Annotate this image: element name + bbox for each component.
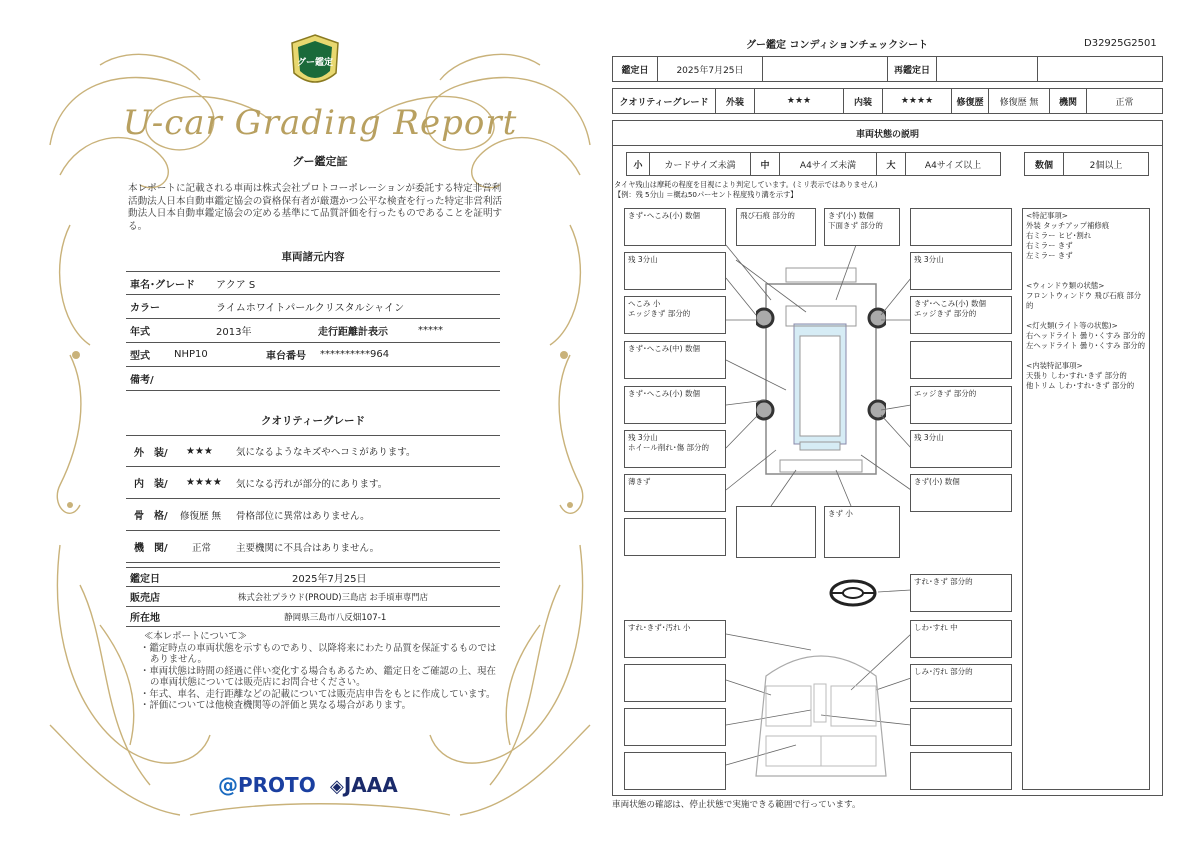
condition-box: きず(小) 数個 下面きず 部分的 (824, 208, 900, 246)
engine-grade: 正常 (192, 542, 212, 554)
condition-box (910, 708, 1012, 746)
exterior-grade: ★★★ (186, 445, 213, 457)
frame-grade: 修復歴 無 (180, 510, 222, 522)
condition-box (624, 708, 726, 746)
exterior-desc: 気になるようなキズやヘコミがあります。 (236, 447, 416, 458)
condition-box (910, 752, 1012, 790)
certificate-intro: 本レポートに記載される車両は株式会社プロトコーポレーションが委託する特定非営利活動法人日本自動車鑑定協会の資格保有者が厳選かつ公平な検査を行った特定非営利活動法人日本自動車鑑定協会の定める基準にて品質評価を行ったものであることを証明する。 (128, 183, 503, 232)
condition-box (910, 208, 1012, 246)
frame-desc: 骨格部位に異常はありません。 (236, 510, 370, 522)
lights-item: 左ヘッドライト 曇り･くすみ 部分的 (1026, 341, 1146, 350)
frame-label: 骨 格/ (134, 511, 168, 522)
condition-box (624, 518, 726, 556)
special-item: 外装 タッチアップ補修痕 (1026, 221, 1110, 230)
repair-label: 修復歴 (951, 88, 989, 114)
window-item: フロントウィンドウ 飛び石痕 部分的 (1026, 291, 1142, 310)
spec-row-year (126, 319, 500, 343)
window-title: <ウィンドウ類の状態> (1026, 281, 1105, 290)
certificate-heading: グー鑑定証 (292, 155, 348, 168)
condition-box (624, 664, 726, 702)
condition-box: すれ･きず 部分的 (910, 574, 1012, 612)
jaaa-mark-icon: ◈ (330, 776, 344, 797)
special-item: 左ミラー きず (1026, 251, 1073, 260)
count-label: 数個 (1024, 152, 1064, 176)
goo-kantei-badge (288, 33, 342, 93)
address-row (126, 607, 500, 627)
remarks-label: 備考/ (130, 375, 154, 386)
condition-box: きず･へこみ(中) 数個 (624, 341, 726, 379)
date-value: 2025年7月25日 (657, 56, 763, 82)
spec-title: 車両諸元内容 (281, 251, 345, 263)
interior-grade: ★★★★ (186, 477, 222, 488)
dealer-row (126, 587, 500, 607)
size-large-label: 大 (876, 152, 906, 176)
engine-label: 機関 (1049, 88, 1087, 114)
odometer-label: 走行距離計表示 (318, 327, 388, 338)
reinspect-label: 再鑑定日 (887, 56, 937, 82)
condition-box: 残 3分山 (910, 252, 1012, 290)
size-mid-desc: A4サイズ未満 (779, 152, 877, 176)
interior-label: 内装 (843, 88, 883, 114)
tire-note-2: 【例：残 5分山 ＝概ね50パーセント程度残り溝を示す】 (614, 190, 798, 199)
condition-box: 残 3分山 ホイール削れ･傷 部分的 (624, 430, 726, 468)
sheet-title: グー鑑定 コンディションチェックシート (746, 40, 929, 51)
badge-text: グー鑑定 (296, 58, 333, 68)
address-value: 静岡県三島市八反畑107-1 (284, 612, 387, 623)
model-value: NHP10 (174, 349, 208, 360)
exterior-label: 外装 (715, 88, 755, 114)
condition-box: しみ･汚れ 部分的 (910, 664, 1012, 702)
year-label: 年式 (130, 327, 150, 338)
special-item: 右ミラー きず (1026, 241, 1073, 250)
exterior-label: 外 装/ (134, 447, 168, 459)
special-item: 右ミラー ヒビ･割れ (1026, 231, 1092, 240)
condition-box: 残 3分山 (624, 252, 726, 290)
interior-value: ★★★★ (882, 88, 952, 114)
quality-row-frame (126, 499, 500, 531)
special-title: <特記事項> (1026, 211, 1068, 220)
inner-title: <内装特記事項> (1026, 361, 1083, 370)
dealer-label: 販売店 (130, 593, 160, 604)
condition-box (624, 752, 726, 790)
condition-box: しわ･すれ 中 (910, 620, 1012, 658)
tire-note-1: タイヤ残山は摩耗の程度を目視により判定しています。(ミリ表示ではありません) (614, 180, 878, 189)
state-title: 車両状態の説明 (612, 120, 1163, 146)
condition-box: へこみ 小 エッジきず 部分的 (624, 296, 726, 334)
appraisal-date-row (126, 567, 500, 587)
condition-box: きず･へこみ(小) 数個 (624, 208, 726, 246)
spec-row-model (126, 343, 500, 367)
interior-desc: 気になる汚れが部分的にあります。 (236, 478, 388, 490)
quality-row-engine (126, 531, 500, 563)
condition-box: きず 小 (824, 506, 900, 558)
grade-label: クオリティーグレード (612, 88, 716, 114)
quality-row-exterior (126, 435, 500, 467)
lights-title: <灯火類(ライト等の状態)> (1026, 321, 1118, 330)
report-notes (140, 631, 500, 712)
exterior-value: ★★★ (754, 88, 844, 114)
lights-item: 右ヘッドライト 曇り･くすみ 部分的 (1026, 331, 1146, 340)
color-value: ライムホワイトパールクリスタルシャイン (216, 303, 405, 314)
color-label: カラー (130, 303, 160, 314)
condition-box: 薄きず (624, 474, 726, 512)
steering-wheel-icon (828, 578, 878, 608)
date-label: 鑑定日 (612, 56, 658, 82)
engine-desc: 主要機関に不具合はありません。 (236, 542, 380, 554)
special-notes-panel (1022, 208, 1150, 790)
quality-row-interior (126, 467, 500, 499)
size-large-desc: A4サイズ以上 (905, 152, 1001, 176)
dealer-value: 株式会社プラウド(PROUD)三島店 お手頃車専門店 (238, 591, 428, 602)
proto-logo: @PROTO (218, 773, 316, 797)
interior-label: 内 装/ (134, 479, 168, 490)
condition-box (910, 341, 1012, 379)
condition-box: 残 3分山 (910, 430, 1012, 468)
engine-label: 機 関/ (134, 543, 168, 554)
note-item: ・年式、車名、走行距離などの記載については販売店申告をもとに作成しています。 (140, 688, 496, 700)
name-value: アクア S (216, 279, 256, 291)
chassis-value: **********964 (320, 349, 390, 360)
inner-item: 他トリム しわ･すれ･きず 部分的 (1026, 381, 1135, 390)
condition-box: エッジきず 部分的 (910, 386, 1012, 424)
condition-box: きず(小) 数個 (910, 474, 1012, 512)
address-label: 所在地 (130, 613, 160, 624)
count-desc: 2個以上 (1063, 152, 1149, 176)
report-script-title: U-car Grading Report (122, 103, 518, 143)
spec-row-remarks (126, 367, 500, 391)
document-id: D32925G2501 (1084, 38, 1157, 49)
car-interior-diagram (746, 636, 896, 786)
name-label: 車名･グレード (130, 279, 195, 291)
condition-box: きず･へこみ(小) 数個 (624, 386, 726, 424)
proto-mark-icon: @ (218, 773, 238, 797)
note-item: ・鑑定時点の車両状態を示すものであり、以降将来にわたり品質を保証するものではありません。 (140, 642, 497, 665)
condition-box (736, 506, 816, 558)
jaaa-logo: ◈JAAA (330, 773, 398, 797)
condition-box: すれ･きず･汚れ 小 (624, 620, 726, 658)
grading-certificate (40, 25, 600, 825)
odometer-value: ***** (418, 325, 443, 336)
inner-item: 天張り しわ･すれ･きず 部分的 (1026, 371, 1127, 380)
condition-box: 飛び石痕 部分的 (736, 208, 816, 246)
condition-box: きず･へこみ(小) 数個 エッジきず 部分的 (910, 296, 1012, 334)
size-small-label: 小 (626, 152, 650, 176)
size-mid-label: 中 (750, 152, 780, 176)
quality-title: クオリティーグレード (261, 415, 365, 427)
sheet-footer: 車両状態の確認は、停止状態で実施できる範囲で行っています。 (612, 800, 861, 810)
appraisal-date-label: 鑑定日 (130, 573, 160, 585)
model-label: 型式 (130, 351, 150, 362)
chassis-label: 車台番号 (266, 351, 306, 362)
note-item: ・車両状態は時間の経過に伴い変化する場合もあるため、鑑定日をご確認の上、現在の車両状態については販売店にお問合せください。 (140, 665, 496, 688)
note-item: ・評価については他検査機関等の評価と異なる場合があります。 (140, 700, 411, 711)
repair-value: 修復歴 無 (988, 88, 1050, 114)
engine-value: 正常 (1086, 88, 1163, 114)
notes-title: ≪本レポートについて≫ (144, 631, 247, 642)
condition-check-sheet (606, 30, 1166, 820)
year-value: 2013年 (216, 327, 252, 338)
size-small-desc: カードサイズ未満 (649, 152, 751, 176)
appraisal-date-value: 2025年7月25日 (292, 573, 367, 585)
spec-row-color (126, 295, 500, 319)
spec-row-name (126, 271, 500, 295)
